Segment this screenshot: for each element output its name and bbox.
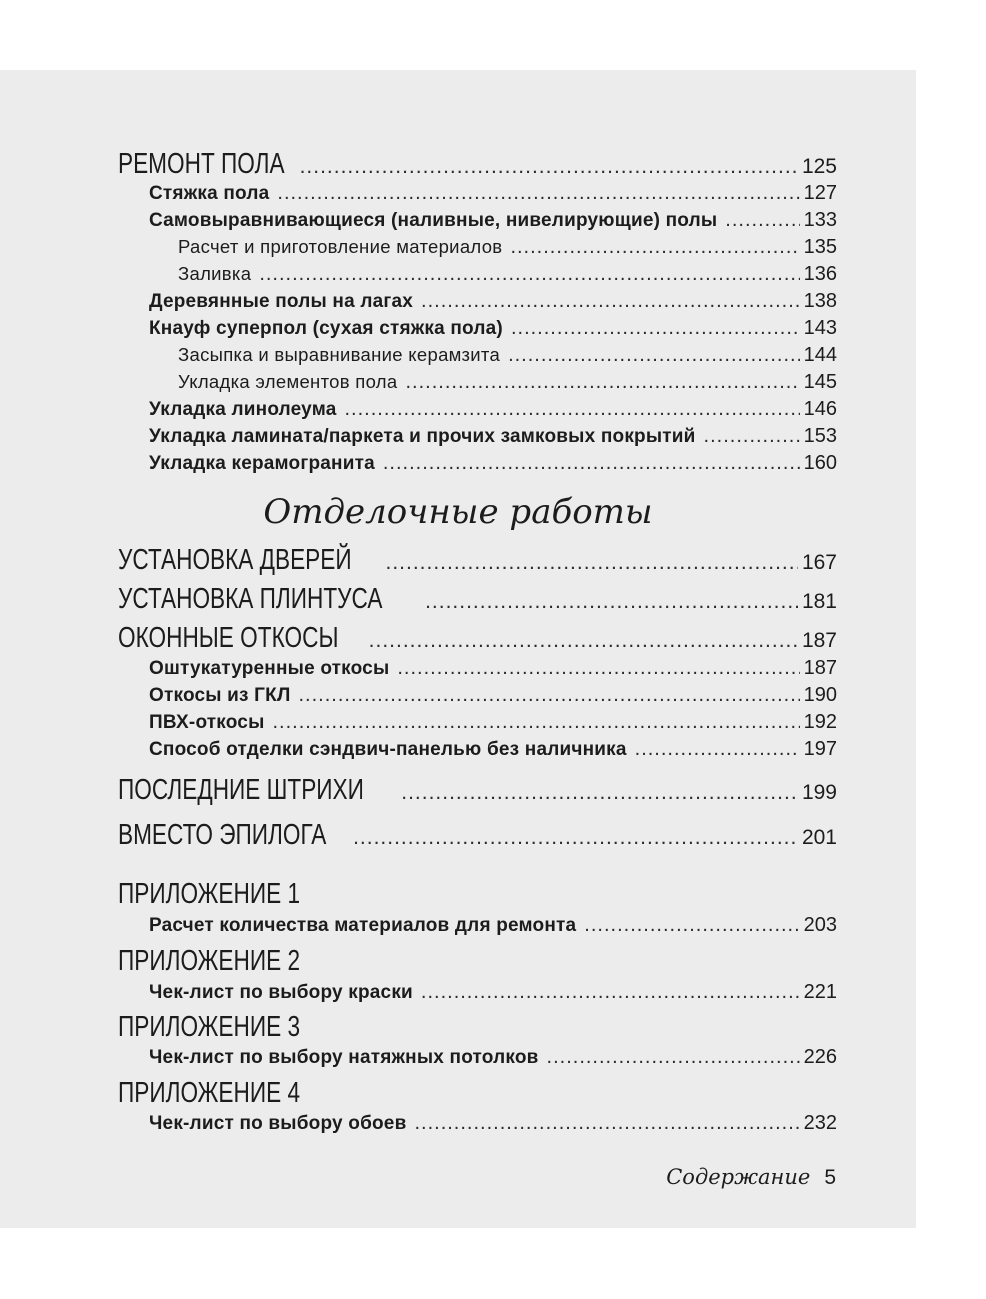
toc-entry[interactable]: [118, 544, 837, 577]
toc-page-number: 143: [803, 317, 837, 339]
toc-entry[interactable]: [118, 774, 837, 807]
toc-page-number: 187: [803, 657, 837, 679]
toc-entry-title: Откосы из ГКЛ: [149, 685, 291, 706]
toc-entry-title: РЕМОНТ ПОЛА: [118, 148, 285, 180]
toc-entry-title: Чек-лист по выбору обоев: [149, 1113, 407, 1134]
appendix-heading: ПРИЛОЖЕНИЕ 1: [118, 878, 301, 910]
section-heading: Отделочные работы: [263, 492, 653, 532]
toc-entry-title: УСТАНОВКА ПЛИНТУСА: [118, 583, 383, 615]
toc-entry-title: Чек-лист по выбору краски: [149, 982, 413, 1003]
toc-entry-title: Расчет и приготовление материалов: [178, 236, 503, 257]
toc-entry-title: Заливка: [178, 263, 252, 284]
toc-page-number: 167: [801, 551, 837, 574]
toc-entry[interactable]: [118, 914, 837, 937]
toc-page-number: 125: [801, 155, 837, 178]
toc-leader-dots: [547, 1046, 800, 1069]
toc-leader-dots: [704, 425, 800, 448]
toc-page-number: 226: [803, 1046, 837, 1068]
toc-page-number: 190: [803, 684, 837, 706]
toc-entry-title: ВМЕСТО ЭПИЛОГА: [118, 819, 327, 851]
toc-entry-title: Стяжка пола: [149, 183, 270, 204]
toc-entry-title: Самовыравнивающиеся (наливные, нивелирующие) полы: [149, 210, 718, 231]
toc-page-number: 232: [803, 1112, 837, 1134]
toc-leader-dots: [414, 1112, 799, 1135]
toc-page-number: 203: [803, 914, 837, 936]
footer-label: Содержание: [666, 1165, 811, 1189]
toc-page-number: 145: [803, 371, 837, 393]
toc-entry-title: Расчет количества материалов для ремонта: [149, 915, 577, 936]
toc-entry-title: Чек-лист по выбору натяжных потолков: [149, 1047, 539, 1068]
toc-page-number: 144: [803, 344, 837, 366]
toc-leader-dots: [508, 344, 800, 367]
toc-entry[interactable]: [118, 209, 837, 232]
page-number: 5: [824, 1166, 836, 1189]
toc-leader-dots: [386, 551, 798, 575]
toc-leader-dots: [397, 657, 799, 680]
toc-leader-dots: [425, 590, 798, 614]
toc-leader-dots: [344, 398, 799, 421]
toc-leader-dots: [401, 781, 798, 805]
toc-entry[interactable]: [118, 981, 837, 1004]
toc-entry-title: Оштукатуренные откосы: [149, 658, 390, 679]
toc-page-number: 138: [803, 290, 837, 312]
toc-entry[interactable]: [118, 684, 837, 707]
toc-entry-title: Укладка керамогранита: [149, 453, 375, 474]
toc-page-number: 160: [803, 452, 837, 474]
toc-entry-title: Кнауф суперпол (сухая стяжка пола): [149, 318, 503, 339]
toc-page-number: 133: [803, 209, 837, 231]
toc-page-number: 135: [803, 236, 837, 258]
toc-page-number: 127: [803, 182, 837, 204]
toc-page-number: 192: [803, 711, 837, 733]
toc-entry[interactable]: [118, 344, 837, 367]
toc-leader-dots: [300, 155, 798, 179]
toc-entry-title: Способ отделки сэндвич-панелью без наличника: [149, 739, 627, 760]
toc-leader-dots: [298, 684, 799, 707]
appendix-heading: ПРИЛОЖЕНИЕ 2: [118, 945, 301, 977]
toc-entry-title: ОКОННЫЕ ОТКОСЫ: [118, 622, 339, 654]
toc-page-number: 201: [801, 826, 837, 849]
toc-entry[interactable]: [118, 236, 837, 259]
toc-entry[interactable]: [118, 622, 837, 655]
toc-entry-title: Деревянные полы на лагах: [149, 291, 414, 312]
toc-entry-floor-repair[interactable]: [118, 148, 837, 181]
toc-leader-dots: [273, 711, 800, 734]
toc-page-number: 181: [801, 590, 837, 613]
toc-entry[interactable]: [118, 657, 837, 680]
toc-entry[interactable]: [118, 182, 837, 205]
toc-leader-dots: [369, 629, 798, 653]
toc-leader-dots: [277, 182, 799, 205]
toc-page-number: 197: [803, 738, 837, 760]
toc-entry[interactable]: [118, 452, 837, 475]
toc-page-number: 146: [803, 398, 837, 420]
toc-leader-dots: [405, 371, 799, 394]
toc-page-number: 153: [803, 425, 837, 447]
toc-page-number: 221: [803, 981, 837, 1003]
toc-entry[interactable]: [118, 425, 837, 448]
toc-leader-dots: [510, 236, 799, 259]
toc-entry[interactable]: [118, 583, 837, 616]
toc-entry[interactable]: [118, 1112, 837, 1135]
page-footer: [666, 1165, 836, 1190]
appendix-heading: ПРИЛОЖЕНИЕ 4: [118, 1077, 301, 1109]
toc-entry-title: ПОСЛЕДНИЕ ШТРИХИ: [118, 774, 364, 806]
toc-entry[interactable]: [118, 263, 837, 286]
toc-entry[interactable]: [118, 290, 837, 313]
toc-leader-dots: [353, 826, 798, 850]
toc-leader-dots: [511, 317, 800, 340]
appendix-heading: ПРИЛОЖЕНИЕ 3: [118, 1011, 301, 1043]
toc-page-number: 136: [803, 263, 837, 285]
toc-entry-title: ПВХ-откосы: [149, 712, 265, 733]
toc-leader-dots: [584, 914, 799, 937]
toc-leader-dots: [259, 263, 799, 286]
toc-entry[interactable]: [118, 819, 837, 852]
toc-entry[interactable]: [118, 371, 837, 394]
toc-leader-dots: [421, 290, 800, 313]
toc-page-number: 187: [801, 629, 837, 652]
toc-entry[interactable]: [118, 1046, 837, 1069]
toc-entry-title: Засыпка и выравнивание керамзита: [178, 344, 501, 365]
toc-leader-dots: [421, 981, 800, 1004]
toc-entry-title: Укладка линолеума: [149, 399, 337, 420]
toc-entry-title: УСТАНОВКА ДВЕРЕЙ: [118, 544, 352, 576]
toc-entry[interactable]: [118, 398, 837, 421]
toc-leader-dots: [725, 209, 799, 232]
toc-entry-title: Укладка ламината/паркета и прочих замковых покрытий: [149, 426, 696, 447]
toc-leader-dots: [383, 452, 800, 475]
toc-page-number: 199: [801, 781, 837, 804]
toc-entry[interactable]: [118, 738, 837, 761]
toc-entry-title: Укладка элементов пола: [178, 371, 398, 392]
toc-leader-dots: [635, 738, 800, 761]
toc-entry[interactable]: [118, 317, 837, 340]
toc-entry[interactable]: [118, 711, 837, 734]
